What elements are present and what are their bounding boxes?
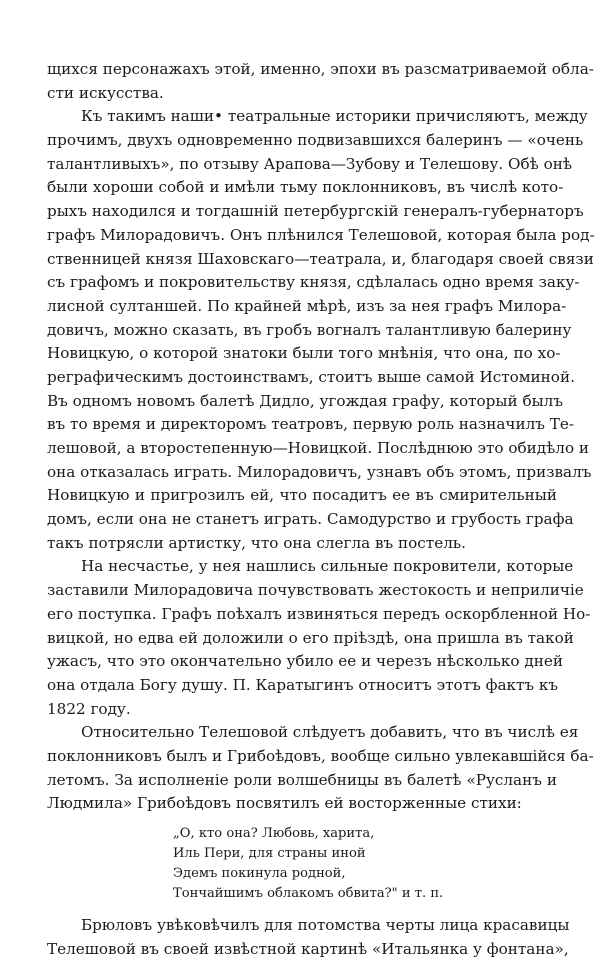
verse-line: Тончайшимъ облакомъ обвита?" и т. п. — [173, 886, 444, 901]
text-line: Телешовой въ своей извѣстной картинѣ «Итальянка у фонтана», — [47, 939, 569, 958]
text-line: ужасъ, что это окончательно убило ее и черезъ нѣсколько дней — [47, 652, 563, 671]
paragraph-1 — [47, 58, 594, 105]
text-line: Новицкую и пригрозилъ ей, что посадитъ ее въ смирительный — [47, 486, 557, 505]
text-line: ственницей князя Шаховскаго—театрала, и, благодаря своей связи — [47, 249, 594, 268]
text-line: сти искусства. — [47, 83, 164, 102]
text-line: поклонниковъ былъ и Грибоѣдовъ, вообще сильно увлекавшійся ба- — [47, 746, 594, 765]
text-line: заставили Милорадовича почувствовать жестокость и неприличіе — [47, 581, 584, 600]
text-line: рыхъ находился и тогдашній петербургскій генералъ-губернаторъ — [47, 202, 584, 221]
text-line: графъ Милорадовичъ. Онъ плѣнился Телешовой, которая была род- — [47, 225, 595, 244]
text-line: Въ одномъ новомъ балетѣ Дидло, угождая графу, который былъ — [47, 391, 563, 410]
text-line: вицкой, но едва ей доложили о его пріѣздѣ, она пришла въ такой — [47, 628, 574, 647]
text-line: она отдала Богу душу. П. Каратыгинъ относитъ этотъ фактъ къ — [47, 675, 559, 694]
text-line: летомъ. За исполненіе роли волшебницы въ балетѣ «Русланъ и — [47, 770, 557, 789]
text-line: Людмила» Грибоѣдовъ посвятилъ ей восторженные стихи: — [47, 794, 522, 813]
text-line: Относительно Телешовой слѣдуетъ добавить, что въ числѣ ея — [81, 723, 579, 742]
text-line: лисной султаншей. По крайней мѣрѣ, изъ за нея графъ Милора- — [47, 296, 567, 315]
text-line: были хороши собой и имѣли тьму поклонниковъ, въ числѣ кото- — [47, 178, 564, 197]
verse-line: „О, кто она? Любовь, харита, — [173, 826, 375, 841]
text-line: такъ потрясли артистку, что она слегла въ постель. — [47, 533, 466, 552]
text-line: довичъ, можно сказать, въ гробъ вогналъ талантливую балерину — [47, 320, 572, 339]
text-line: она отказалась играть. Милорадовичъ, узнавъ объ этомъ, призвалъ — [47, 462, 592, 481]
verse-quote — [173, 824, 557, 904]
page-body — [47, 58, 595, 961]
text-line: На несчастье, у нея нашлись сильные покровители, которые — [81, 557, 574, 576]
text-line: домъ, если она не станетъ играть. Самодурство и грубость графа — [47, 510, 574, 529]
text-line: 1822 году. — [47, 699, 131, 718]
text-line: щихся персонажахъ этой, именно, эпохи въ разсматриваемой обла- — [47, 60, 594, 78]
text-line: прочимъ, двухъ одновременно подвизавшихся балеринъ — «очень — [47, 131, 584, 150]
text-line: Брюловъ увѣковѣчилъ для потомства черты лица красавицы — [81, 916, 570, 934]
text-line: Къ такимъ наши• театральные историки причисляютъ, между — [81, 107, 588, 126]
text-line: съ графомъ и покровительству князя, сдѣлалась одно время заку- — [47, 273, 580, 292]
verse-line: Иль Пери, для страны иной — [173, 846, 366, 861]
paragraph-2 — [47, 105, 595, 555]
text-line: талантливыхъ», по отзыву Арапова—Зубову и Телешову. Обѣ онѣ — [47, 154, 573, 173]
paragraph-3 — [47, 555, 591, 721]
paragraph-4 — [47, 721, 594, 816]
text-line: Новицкую, о которой знатоки были того мнѣнія, что она, по хо- — [47, 344, 561, 363]
text-line: его поступка. Графъ поѣхалъ извиняться передъ оскорбленной Но- — [47, 604, 591, 623]
paragraph-5 — [47, 914, 570, 961]
text-line: реграфическимъ достоинствамъ, стоитъ выше самой Истоминой. — [47, 367, 575, 386]
text-line: лешовой, а второстепенную—Новицкой. Послѣднюю это обидѣло и — [47, 439, 590, 457]
verse-line: Эдемъ покинула родной, — [173, 866, 346, 881]
text-line: въ то время и директоромъ театровъ, первую роль назначилъ Те- — [47, 415, 574, 434]
